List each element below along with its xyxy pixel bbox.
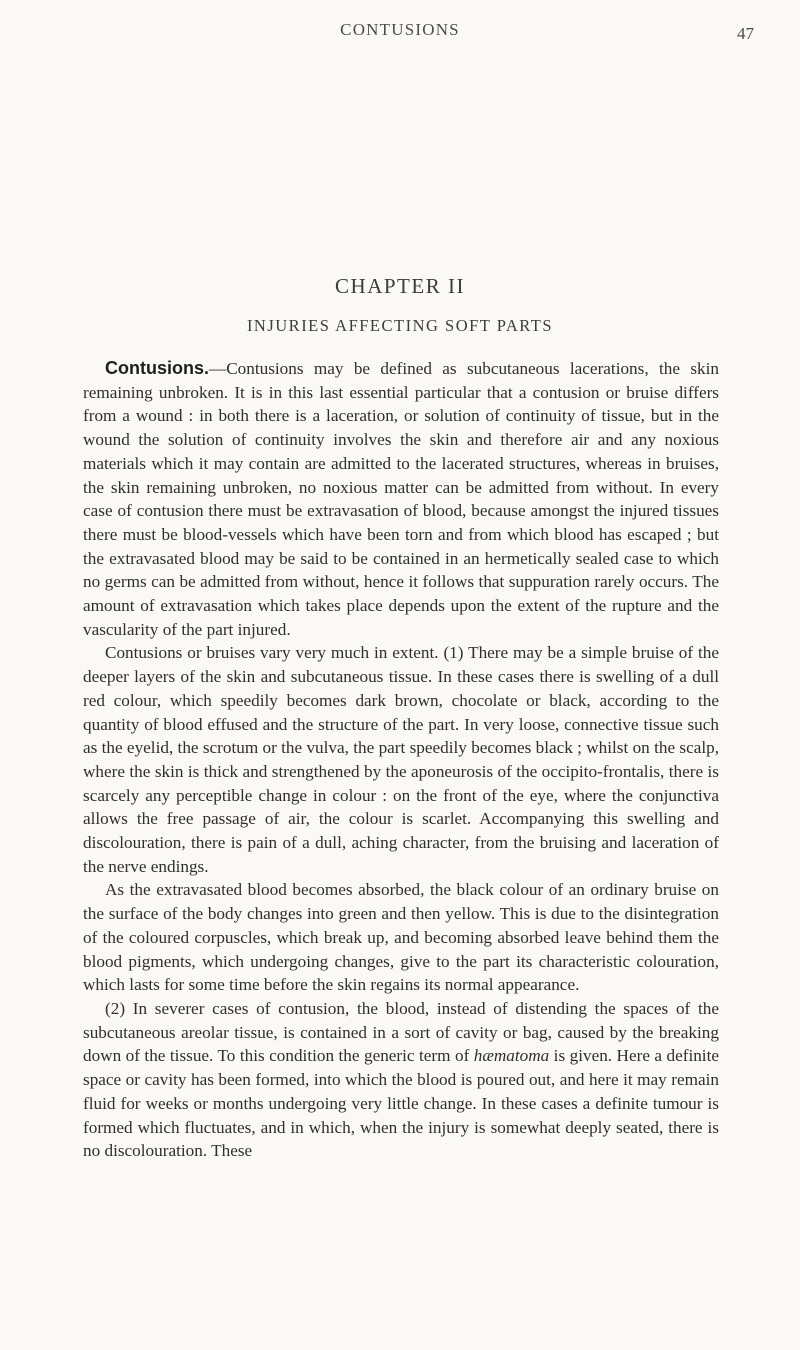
paragraph-contusions-definition bbox=[83, 357, 719, 641]
paragraph-text: is given. Here a definite space or cavity has been formed, into which the blood is poured out, and here it may remain fluid for weeks or months undergoing very little change. In these cases a definite tumour is formed which fluctuates, and in which, when the injury is somewhat deeply seated, there is no discolouration. These bbox=[83, 1046, 719, 1161]
section-heading: Contusions. bbox=[105, 358, 209, 378]
chapter-subtitle: INJURIES AFFECTING SOFT PARTS bbox=[246, 316, 554, 335]
chapter-title: CHAPTER II bbox=[335, 274, 465, 298]
italic-term: hæmatoma bbox=[473, 1046, 550, 1066]
paragraph-extent: Contusions or bruises vary very much in extent. (1) There may be a simple bruise of the deeper layers of the skin and subcutaneous tissue. In these cases there is swelling of a dull red colour, which speedily becomes dark brown, chocolate or black, according to the quantity of blood effused and the structure of the part. In very loose, connective tissue such as the eyelid, the scrotum or the vulva, the part speedily becomes black ; whilst on the scalp, where the skin is thick and strengthened by the aponeurosis of the occipito-frontalis, there is scarcely any perceptible change in colour : on the front of the eye, where the conjunctiva allows the free passage of air, the colour is scarlet. Accompanying this swelling and discolouration, there is pain of a dull, aching character, from the bruising and laceration of the nerve endings. bbox=[83, 643, 719, 876]
page-number: 47 bbox=[737, 24, 754, 43]
paragraph-text: —Contusions may be defined as subcutaneous lacerations, the skin remaining unbroken. It is in this last essential particular that a contusion or bruise differs from a wound : in both there is a laceration, or solution of continuity of tissue, but in the wound the solution of continuity involves the skin and therefore air and any noxious materials which it may contain are admitted to the lacerated structures, whereas in bruises, the skin remaining unbroken, no noxious matter can be admitted from without. In every case of contusion there must be extravasation of blood, because amongst the injured tissues there must be blood-vessels which have been torn and from which blood has escaped ; but the extravasated blood may be said to be contained in an hermetically sealed case to which no germs can be admitted from without, hence it follows that suppuration rarely occurs. The amount of extravasation which takes place depends upon the extent of the rupture and the vascularity of the part injured. bbox=[83, 359, 719, 639]
paragraph-text: (2) In severer cases of contusion, the blood, instead of distending the spaces of the subcutaneous areolar tissue, is contained in a sort of cavity or bag, caused by the breaking down of the tissue. To this condition the generic term of bbox=[83, 998, 719, 1066]
paragraph-haematoma bbox=[83, 997, 719, 1163]
body-text bbox=[83, 357, 719, 1163]
paragraph-absorption: As the extravasated blood becomes absorbed, the black colour of an ordinary bruise on the surface of the body changes into green and then yellow. This is due to the disintegration of the coloured corpuscles, which break up, and becoming absorbed leave behind them the blood pigments, which undergoing changes, give to the part its characteristic colouration, which lasts for some time before the skin regains its normal appearance. bbox=[83, 880, 719, 995]
running-head: CONTUSIONS bbox=[340, 20, 460, 39]
